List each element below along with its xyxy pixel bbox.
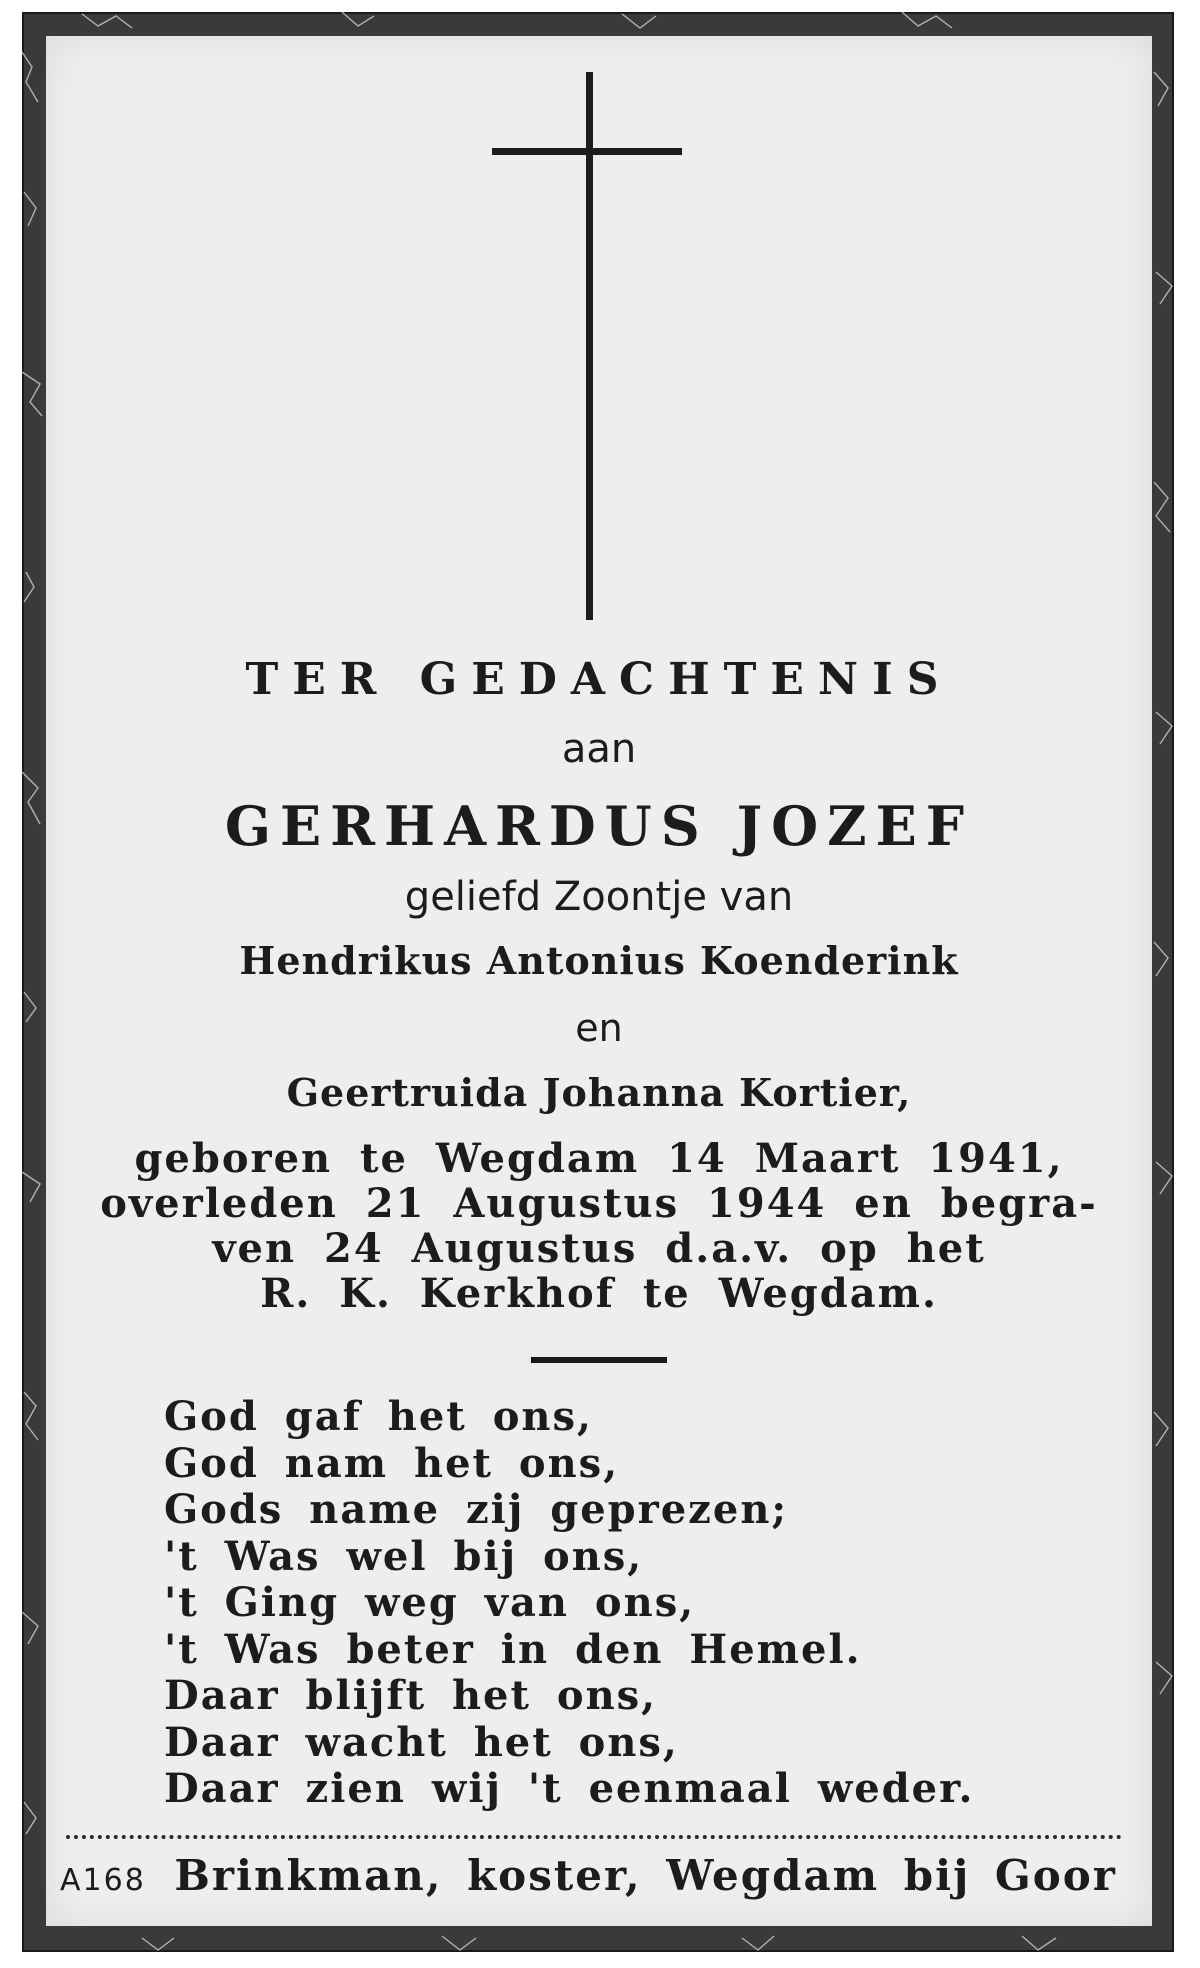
bio-line: R. K. Kerkhof te Wegdam.: [260, 1270, 938, 1317]
poem-line: God gaf het ons,: [164, 1393, 593, 1440]
memorial-card: [22, 12, 1174, 1952]
poem-line: Gods name zij geprezen;: [164, 1486, 789, 1533]
relation-text: geliefd Zoontje van: [404, 874, 794, 920]
biography-block: [46, 1136, 1152, 1316]
poem-block: [164, 1394, 974, 1813]
mother-name: Geertruida Johanna Kortier,: [286, 1070, 912, 1115]
conjunction-en: en: [575, 1006, 623, 1050]
dotted-separator: [66, 1835, 1122, 1839]
text-aan: aan: [561, 726, 637, 772]
deceased-name: GERHARDUS JOZEF: [224, 794, 974, 858]
print-code: A168: [60, 1863, 146, 1898]
poem-line: 't Ging weg van ons,: [164, 1579, 696, 1626]
divider-rule: [531, 1357, 667, 1363]
card-paper: [46, 36, 1152, 1926]
bio-line: geboren te Wegdam 14 Maart 1941,: [134, 1135, 1064, 1182]
printer-name: Brinkman, koster, Wegdam bij Goor: [174, 1851, 1117, 1900]
poem-line: Daar zien wij 't eenmaal weder.: [164, 1765, 975, 1812]
bio-line: overleden 21 Augustus 1944 en begra-: [100, 1180, 1098, 1227]
heading-ter-gedachtenis: TER GEDACHTENIS: [245, 654, 953, 705]
father-name: Hendrikus Antonius Koenderink: [239, 938, 959, 983]
poem-line: 't Was beter in den Hemel.: [164, 1625, 862, 1673]
poem-line: God nam het ons,: [164, 1439, 620, 1487]
poem-line: Daar wacht het ons,: [164, 1718, 679, 1766]
poem-line: 't Was wel bij ons,: [164, 1532, 644, 1580]
cross-icon: [46, 36, 1152, 636]
printer-footer: [60, 1851, 1117, 1900]
poem-line: Daar blijft het ons,: [164, 1672, 658, 1719]
bio-line: ven 24 Augustus d.a.v. op het: [212, 1225, 986, 1272]
